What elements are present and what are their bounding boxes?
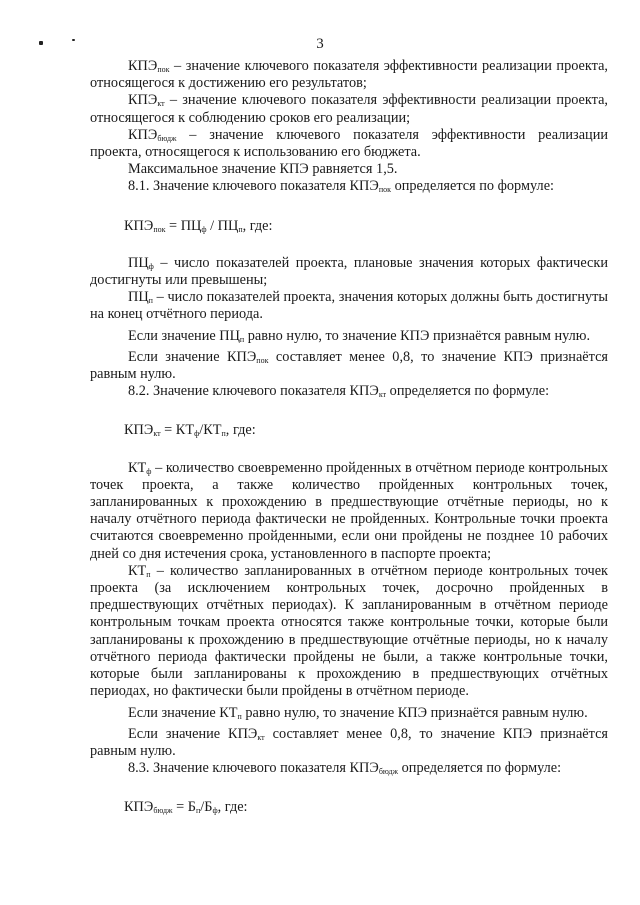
definition-text: – значение ключевого показателя эффективности реализации проекта, относящегося к достижению его результатов; [90,58,608,92]
formula-part: /КТ [199,422,222,439]
subscript: бюдж [157,133,177,143]
term: КПЭ [128,92,158,109]
subscript: п [195,806,201,816]
definition-paragraph [90,460,608,563]
subscript: п [146,569,151,579]
formula-part: КПЭ [124,422,154,439]
definition-paragraph [90,563,608,701]
document-body [90,58,608,837]
formula-part: = КТ [160,422,195,439]
subscript: бюдж [378,767,399,777]
condition-paragraph [90,328,608,345]
definition-text: – значение ключевого показателя эффективности реализации проекта, относящегося к соблюдению сроков его реализации; [90,92,608,126]
definition-text: – число показателей проекта, значения которых должны быть достигнуты на конец отчётного периода. [90,289,608,323]
term: КТ [128,562,147,579]
section-heading [90,178,608,195]
definition-text: – количество своевременно пройденных в отчётном периоде контрольных точек проекта, а также количество пройденных контрольных точек, запланированных к прохождению в предшествующие отчётные периоды, но к началу отчётного периода фактически не пройденных. Контрольные точки проекта считаются своевременно пройденными, если они пройдены не позднее 10 рабочих дней со дня истечения срока, установленного в паспорте проекта; [90,459,608,562]
section-text: 8.3. Значение ключевого показателя КПЭ [128,760,379,777]
definition-paragraph [90,289,608,323]
condition-text: равно нулю, то значение КПЭ признаётся равным нулю. [244,327,591,344]
subscript: ф [148,261,154,271]
definition-paragraph [90,58,608,92]
section-heading [90,383,608,400]
condition-pre: Если значение КТ [128,704,238,721]
subscript: пок [157,65,170,74]
definition-paragraph [90,255,608,289]
condition-text: равно нулю, то значение КПЭ признаётся равным нулю. [241,704,588,721]
subscript: кт [153,429,161,439]
formula-part: = ПЦ [165,217,202,234]
subscript: пок [256,355,269,365]
formula [124,422,608,439]
section-tail: определяется по формуле: [398,760,562,777]
subscript: ф [201,224,207,234]
text-paragraph [90,161,608,178]
section-text: 8.2. Значение ключевого показателя КПЭ [128,383,379,400]
subscript: ф [212,806,218,816]
condition-pre: Если значение КПЭ [128,725,258,742]
condition-pre: Если значение ПЦ [128,327,240,344]
condition-pre: Если значение КПЭ [128,348,257,365]
section-text: 8.1. Значение ключевого показателя КПЭ [128,178,379,195]
subscript: п [148,296,153,306]
section-heading [90,760,608,777]
section-tail: определяется по формуле: [386,383,550,400]
definition-paragraph [90,92,608,126]
formula-part: /Б [200,799,213,816]
subscript: бюдж [153,806,173,816]
condition-text: составляет менее 0,8, то значение КПЭ признаётся равным нулю. [90,348,608,383]
formula-part: = Б [172,799,196,816]
definition-text: – количество запланированных в отчётном периоде контрольных точек проекта (за исключением контрольных точек, досрочно пройденных в предшествующих отчётных периодах). К запланированным в отчётном периоде контрольным точкам проекта относятся также контрольные точки, которые были запланированы к прохождению в предшествующие отчётные периоды, но к началу отчётного периода фактически пройдены не были, а также контрольные точки, которые были запланированы к прохождению в предшествующих отчётных периодах, но фактически были пройдены в отчётном периоде. [90,562,608,700]
subscript: пок [378,185,391,195]
definition-text: – значение ключевого показателя эффективности реализации проекта, относящегося к использованию его бюджета. [90,126,608,161]
page-number: 3 [316,36,324,52]
subscript: ф [194,429,200,439]
formula-part: КПЭ [124,799,154,816]
condition-paragraph [90,726,608,760]
term: КПЭ [128,126,158,143]
definition-paragraph [90,127,608,161]
subscript: кт [157,99,165,109]
paragraph-text: Максимальное значение КПЭ равняется 1,5. [128,161,398,178]
formula [124,799,608,816]
term: ПЦ [128,254,149,271]
term: ПЦ [128,289,149,306]
condition-paragraph [90,705,608,722]
section-tail: определяется по формуле: [391,178,555,195]
formula-part: , где: [225,422,256,439]
subscript: кт [378,390,387,400]
formula-part: КПЭ [124,217,154,234]
condition-paragraph [90,349,608,383]
subscript: п [237,711,242,721]
term: КТ [128,459,147,476]
subscript: п [221,429,226,439]
subscript: пок [153,224,166,234]
subscript: ф [146,466,152,476]
definition-text: – число показателей проекта, плановые значения которых фактически достигнуты или превышены; [90,254,608,289]
formula [124,218,608,235]
subscript: п [239,334,245,344]
formula-part: , где: [242,217,273,234]
formula-part: / ПЦ [206,217,239,234]
condition-text: составляет менее 0,8, то значение КПЭ признаётся равным нулю. [90,725,608,759]
subscript: п [238,224,243,234]
subscript: кт [257,732,265,742]
formula-part: , где: [217,799,248,816]
term: КПЭ [128,58,158,74]
